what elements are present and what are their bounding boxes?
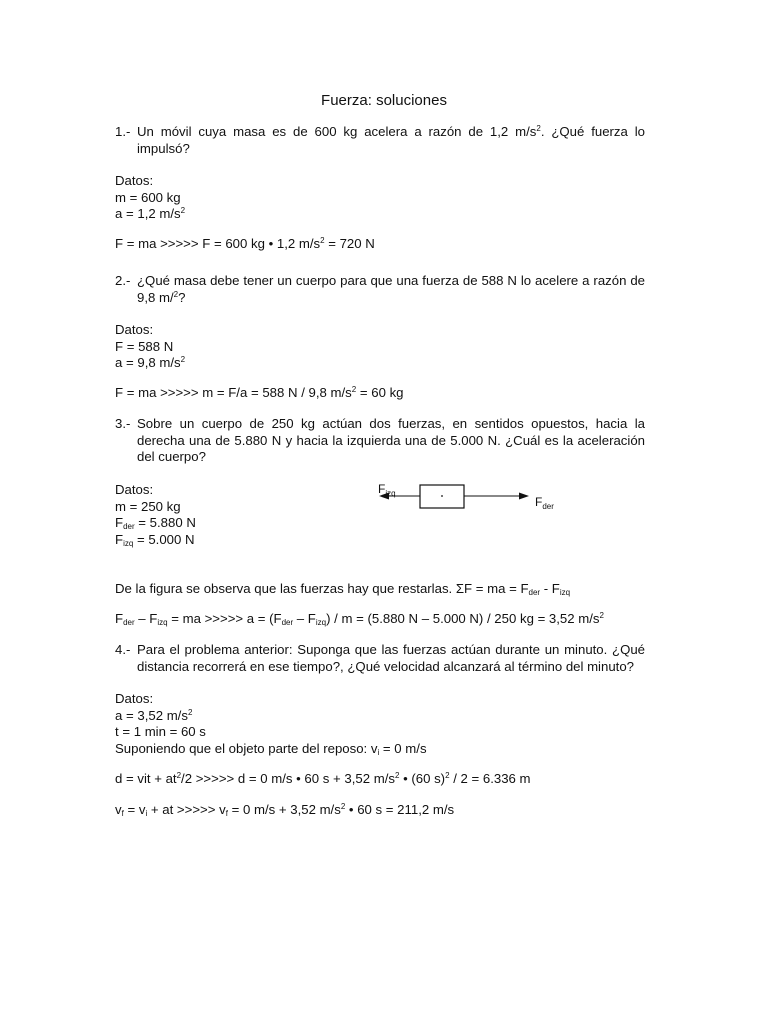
problem-2-question-text: ¿Qué masa debe tener un cuerpo para que una fuerza de 588 N lo acelere a razón de 9,8 m/$^2$? [137, 273, 645, 305]
problem-3-datos [115, 482, 365, 548]
problem-1-datum-1: m = 600 kg [115, 189, 181, 205]
problem-1-question-text: Un móvil cuya masa es de 600 kg acelera a razón de 1,2 $m/s^2$. ¿Qué fuerza lo impulsó? [137, 124, 645, 156]
problem-2-number: 2.- [115, 273, 131, 288]
problem-4-datum-3: Suponiendo que el objeto parte del reposo: $v_i = 0$ m/s [115, 740, 427, 757]
problem-1-datum-2: a = 1,2 $m/s^2$ [115, 206, 186, 221]
problem-1 [115, 124, 645, 252]
problem-1-datos-label: Datos: [115, 173, 154, 188]
problem-4-datum-1: a = 3,52 $m/s^2$ [115, 707, 193, 723]
problem-2-datos-label: Datos: [115, 322, 154, 337]
problem-3 [115, 416, 645, 466]
problem-3-number: 3.- [115, 416, 131, 431]
problem-3-solution: $F_{der} - F_{izq}$ = ma >>>>> $a = (F_{der} - F_{izq}) / m = (5.880$ N – 5.000 N) / 250 kg = 3,52 $m/s^2$ [115, 610, 604, 627]
problem-4-datos-label: Datos: [115, 691, 154, 706]
right-arrowhead-icon [519, 493, 529, 500]
problem-2-datum-1: F = 588 N [115, 338, 174, 354]
problem-2 [115, 273, 645, 401]
problem-4-question [115, 642, 645, 675]
problem-1-question [115, 124, 645, 157]
problem-1-number: 1.- [115, 124, 131, 139]
problem-4-datum-2: t = 1 min = 60 s [115, 724, 206, 739]
problem-2-datum-2: a = 9,8 $m/s^2$ [115, 355, 186, 370]
force-diagram [376, 480, 576, 520]
problem-3-question [115, 416, 645, 466]
body-center-dot [441, 495, 443, 497]
problem-4-solution-velocity: $v_f = v_i$ + at >>>>> $v_f = 0$ m/s + 3,52 $m/s^2$ • 60 s = 211,2 m/s [115, 801, 455, 818]
problem-4 [115, 642, 645, 818]
diagram-f-der-label: $F_{der}$ [535, 495, 554, 511]
problem-4-solution-distance: d = vit + $at^2/2$ >>>>> d = 0 m/s • 60 s + 3,52 $m/s^2$ • (60 s)$^2$ / 2 = 6.336 m [115, 771, 531, 786]
problem-2-question [115, 273, 645, 306]
diagram-f-izq-label: $F_{izq}$ [378, 482, 396, 498]
problem-3-question-text: Sobre un cuerpo de 250 kg actúan dos fuerzas, en sentidos opuestos, hacia la derecha una de 5.880 N y hacia la izquierda una de 5.000 N. ¿Cuál es la aceleración del cuerpo? [137, 416, 645, 464]
problem-3-datum-1: m = 250 kg [115, 498, 181, 514]
problem-3-datos-label: Datos: [115, 482, 154, 497]
problem-3-datum-2: $F_{der} = 5.880$ N [115, 515, 196, 531]
problem-4-question-text: Para el problema anterior: Suponga que las fuerzas actúan durante un minuto. ¿Qué distancia recorrerá en ese tiempo?, ¿Qué velocidad alcanzará al término del minuto? [137, 642, 645, 674]
problem-3-figure-note: De la figura se observa que las fuerzas hay que restarlas. ΣF = ma = $F_{der} - F_{izq}$ [115, 581, 571, 597]
problem-3-figure-note-block [115, 581, 645, 627]
problem-1-solution: F = ma >>>>> F = 600 kg • 1,2 $m/s^2 = 720$ N [115, 235, 375, 251]
problem-4-number: 4.- [115, 642, 131, 657]
problem-2-solution: F = ma >>>>> m = F/a = 588 N / 9,8 $m/s^2 = 60$ kg [115, 384, 404, 400]
page-title: Fuerza: soluciones [321, 92, 447, 109]
problem-3-datum-3: $F_{izq} = 5.000$ N [115, 531, 195, 548]
